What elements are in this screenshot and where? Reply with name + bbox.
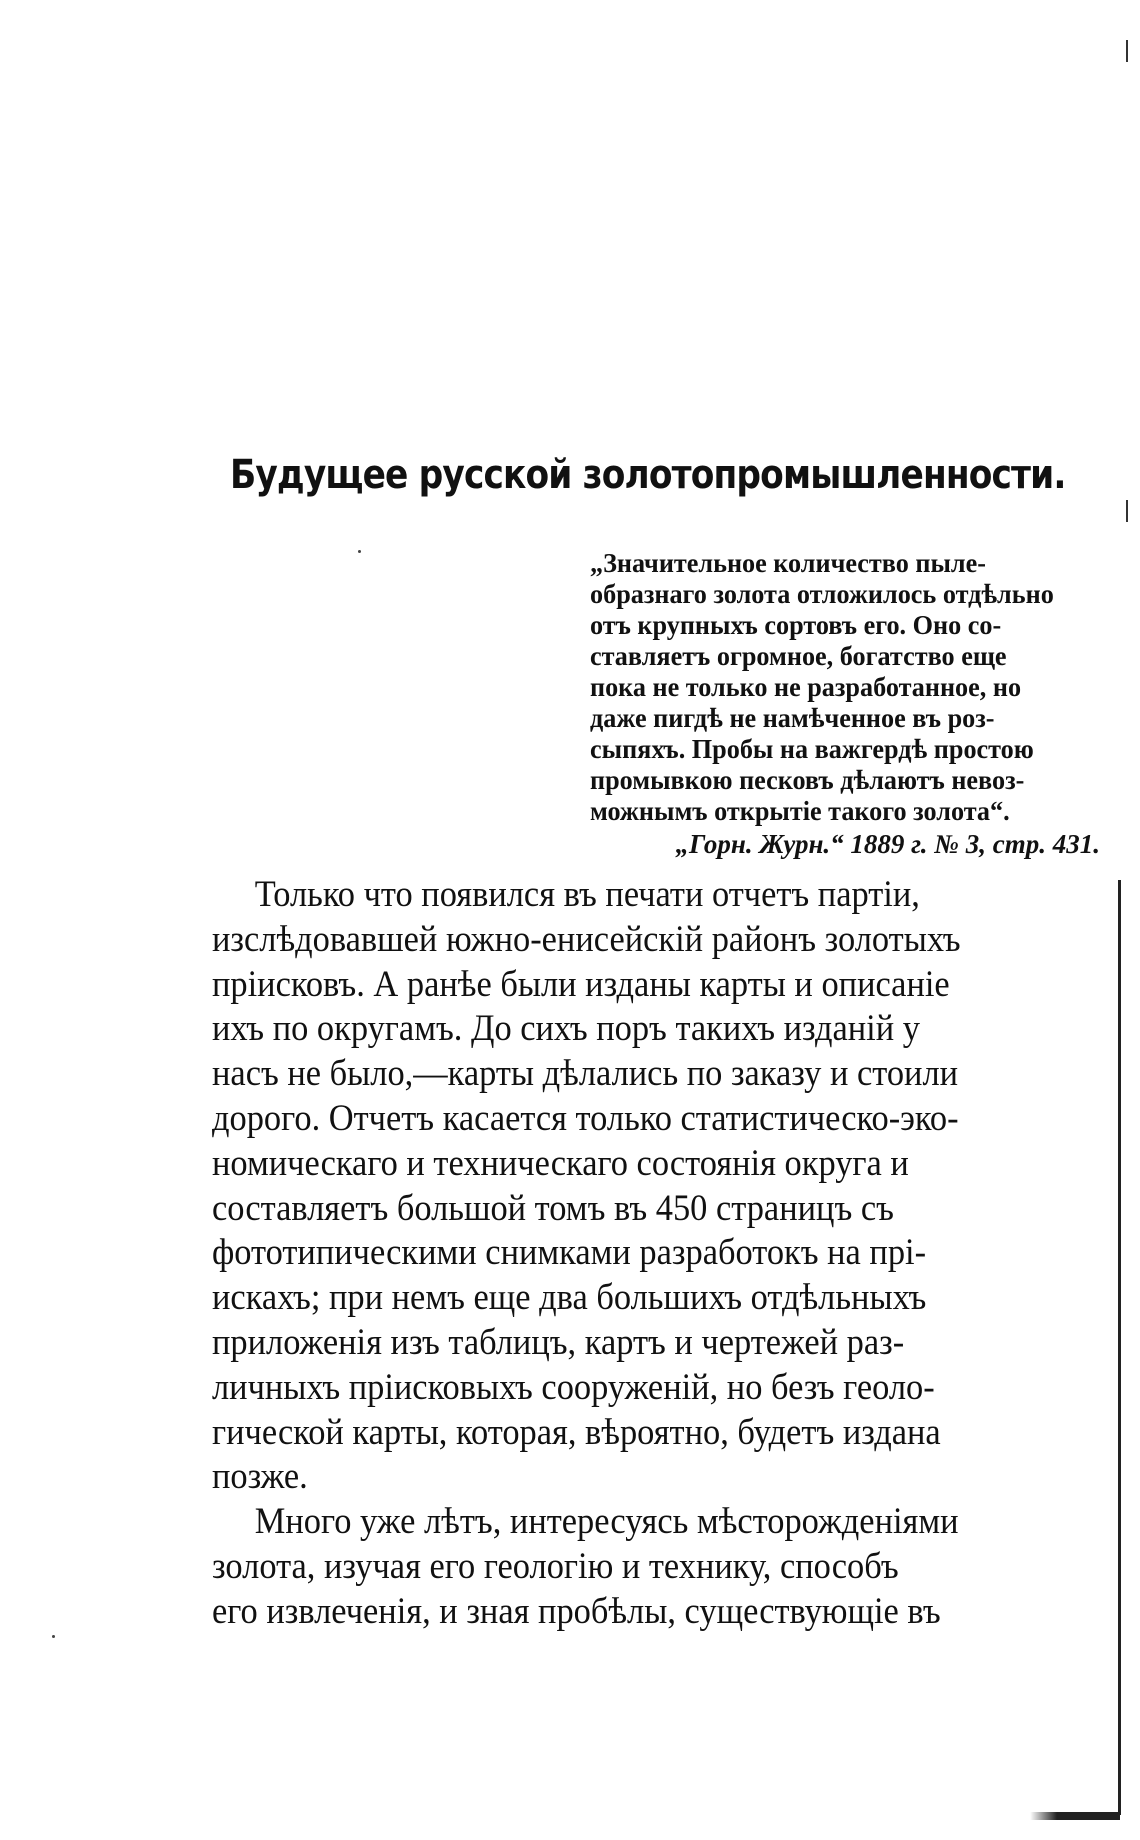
epigraph-line: образнаго золота отложилось отдѣльно xyxy=(590,579,1054,609)
epigraph-line: пока не только не разработанное, но xyxy=(590,672,1022,702)
body-line: гической карты, которая, вѣроятно, будетъ издана xyxy=(212,1411,941,1453)
epigraph-line: „Значительное количество пыле- xyxy=(590,548,986,578)
body-line: его извлеченія, и зная пробѣлы, существующіе въ xyxy=(212,1590,941,1632)
edge-mark xyxy=(1126,500,1128,522)
epigraph-source: „Горн. Журн.“ 1889 г. № 3, стр. 431. xyxy=(675,829,1100,859)
edge-mark xyxy=(1126,40,1128,62)
epigraph xyxy=(590,548,1110,860)
body-line: искахъ; при немъ еще два большихъ отдѣльныхъ xyxy=(212,1277,927,1319)
page-edge-mark xyxy=(1030,1812,1120,1820)
print-speck xyxy=(52,1635,55,1638)
epigraph-line: даже пигдѣ не намѣченное въ роз- xyxy=(590,703,995,733)
body-line: Много уже лѣтъ, интересуясь мѣсторожденіями xyxy=(254,1501,959,1543)
body-line: составляетъ большой томъ въ 450 страницъ съ xyxy=(212,1187,894,1229)
body-line: пріисковъ. А ранѣе были изданы карты и описаніе xyxy=(212,963,950,1005)
epigraph-line: отъ крупныхъ сортовъ его. Оно со- xyxy=(590,610,1002,640)
body-line: ихъ по округамъ. До сихъ поръ такихъ изданій у xyxy=(212,1008,920,1050)
body-line: золота, изучая его геологію и технику, способъ xyxy=(212,1545,899,1587)
epigraph-line: промывкою песковъ дѣлаютъ невоз- xyxy=(590,765,1025,795)
epigraph-line: ставляетъ огромное, богатство еще xyxy=(590,641,1007,671)
print-speck xyxy=(358,550,361,553)
epigraph-line: сыпяхъ. Пробы на важгердѣ простою xyxy=(590,734,1034,764)
body-line: фототипическими снимками разработокъ на прі- xyxy=(212,1232,927,1274)
body-line: изслѣдовавшей южно-енисейскій районъ золотыхъ xyxy=(212,918,961,960)
page-edge-shadow xyxy=(1118,880,1121,1815)
epigraph-line: можнымъ открытіе такого золота“. xyxy=(590,796,1010,826)
page-title: Будущее русской золотопромышленности. xyxy=(230,452,1066,498)
body-line: личныхъ пріисковыхъ сооруженій, но безъ геоло- xyxy=(212,1366,935,1408)
body-text xyxy=(212,873,1112,1635)
body-line: Только что появился въ печати отчетъ партіи, xyxy=(254,874,920,915)
body-line: дорого. Отчетъ касается только статистическо-эко- xyxy=(212,1097,959,1139)
body-line: насъ не было,—карты дѣлались по заказу и стоили xyxy=(212,1053,959,1095)
body-line: приложенія изъ таблицъ, картъ и чертежей раз- xyxy=(212,1321,905,1363)
body-line: позже. xyxy=(212,1456,308,1498)
body-line: номическаго и техническаго состоянія округа и xyxy=(212,1142,909,1184)
